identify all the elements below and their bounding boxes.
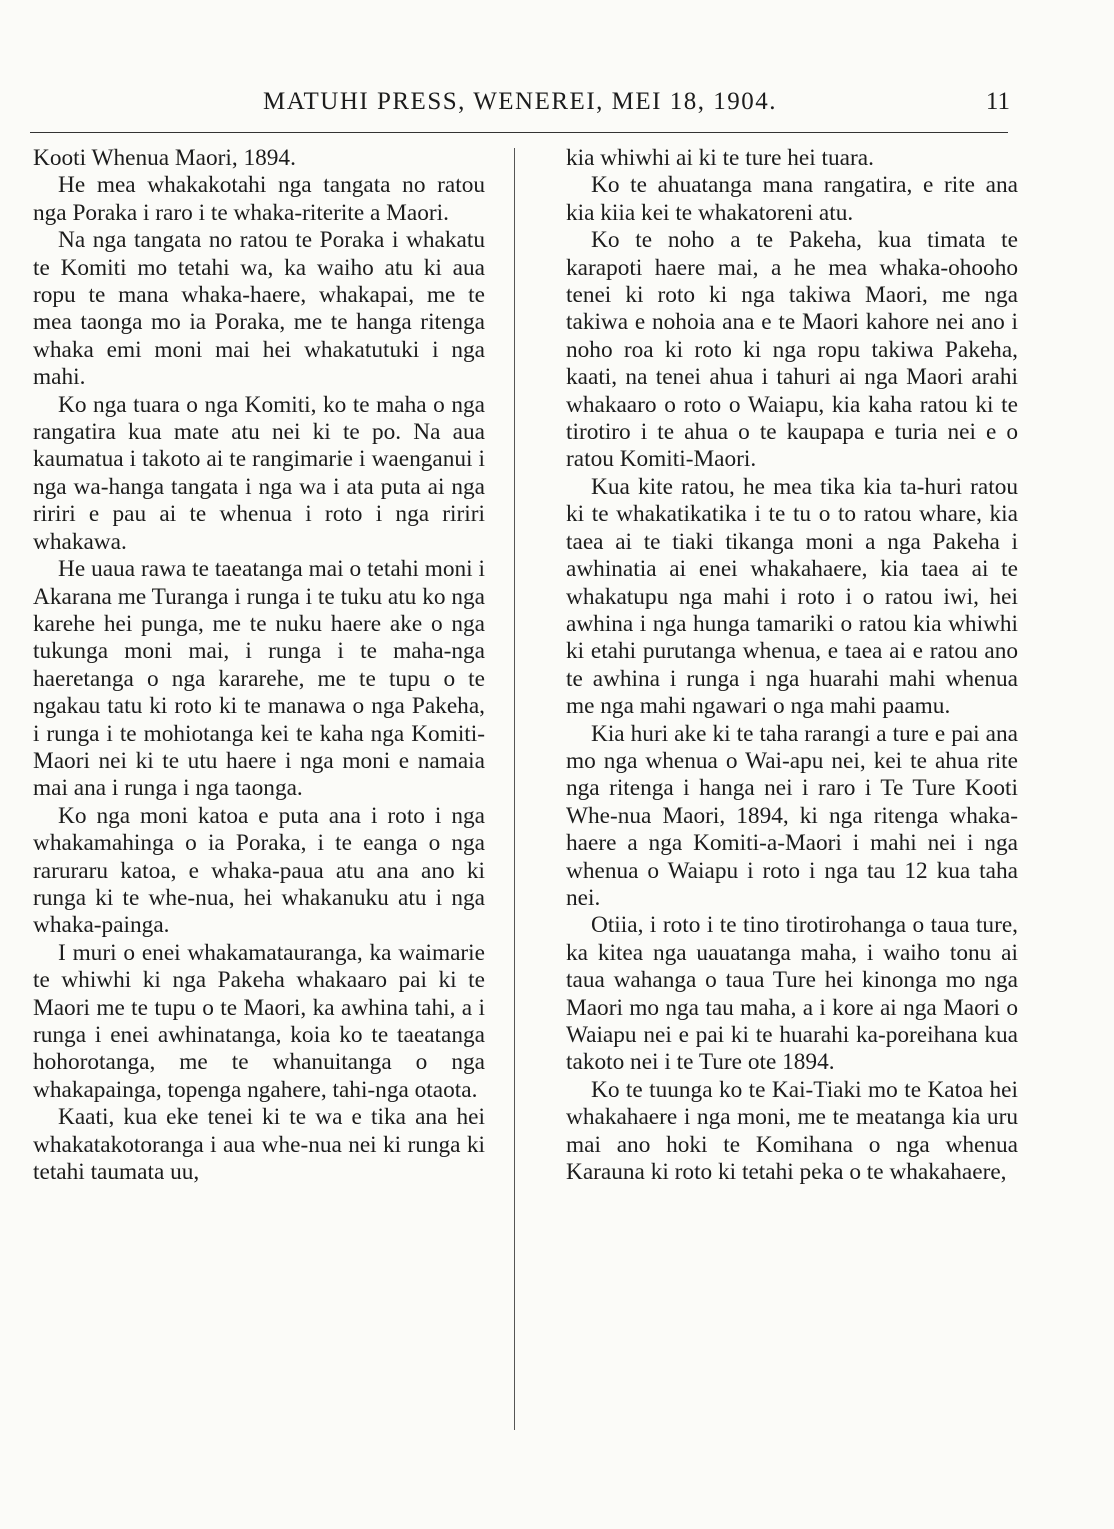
page-number: 11 — [985, 88, 1010, 115]
paragraph: Kia huri ake ki te taha rarangi a ture e pai ana mo nga whenua o Wai-apu nei, kei te ahua rite nga ritenga i hanga nei i raro i Te Ture Kooti Whe-nua Maori, 1894, ki nga ritenga whaka-haere a nga Komiti-a-Maori i mahi nei i nga whenua o Waiapu i roto i nga tau 12 kua taha nei. — [566, 720, 1018, 911]
left-column — [33, 145, 485, 1186]
paragraph: kia whiwhi ai ki te ture hei tuara. — [566, 145, 874, 171]
paragraph: He mea whakakotahi nga tangata no ratou nga Poraka i raro i te whaka-riterite a Maori. — [33, 172, 485, 226]
paragraph: Kaati, kua eke tenei ki te wa e tika ana hei whakatakotoranga i aua whe-nua nei ki runga ki tetahi taumata uu, — [33, 1104, 485, 1186]
paragraph: Na nga tangata no ratou te Poraka i whakatu te Komiti mo tetahi wa, ka waiho atu ki aua ropu te mana whaka-haere, whakapai, me te mea taonga mo ia Poraka, me te hanga ritenga whaka emi moni mai hei whakatutuki i nga mahi. — [33, 227, 485, 391]
paragraph: I muri o enei whakamatauranga, ka waimarie te whiwhi ki nga Pakeha whakaaro pai ki te Maori me te tupu o te Maori, ka awhina tahi, a i runga i enei awhinatanga, koia ko te taeatanga hohorotanga, me te whanuitanga o nga whakapainga, topenga ngahere, tahi-nga otaota. — [33, 939, 485, 1103]
paragraph: Ko nga moni katoa e puta ana i roto i nga whakamahinga o ia Poraka, i te eanga o nga raruraru katoa, e whaka-paua atu ana ano ki runga ki te whe-nua, hei whakanuku atu i nga whaka-painga. — [33, 802, 485, 939]
paragraph: Otiia, i roto i te tino tirotirohanga o taua ture, ka kitea nga uauatanga maha, i waiho tonu ai taua wahanga o taua Ture hei kinonga mo nga Maori mo nga tau maha, a i kore ai nga Maori o Waiapu nei e pai ki te huarahi ka-poreihana kua takoto nei i te Ture ote 1894. — [566, 912, 1018, 1076]
paragraph: Ko nga tuara o nga Komiti, ko te maha o nga rangatira kua mate atu nei ki te po. Na aua kaumatua i takoto ai te rangimarie i waenganui i nga wa-hanga tangata i nga wa i ata puta ai nga ririri e pau ai te whenua i roto i nga ririri whakawa. — [33, 391, 485, 555]
paragraph: Kua kite ratou, he mea tika kia ta-huri ratou ki te whakatikatika i te tu o to ratou whare, kia taea ai te tiaki tikanga moni a nga Pakeha i awhinatia ai enei whakahaere, kia taea ai te whakatupu nga mahi i roto i o ratou iwi, hei awhina i nga hunga tamariki o ratou kia whiwhi ki etahi purutanga whenua, e taea ai e ratou ano te awhina i runga i nga huarahi mahi whenua me nga mahi ngawari o nga mahi paamu. — [566, 473, 1018, 720]
paragraph: Ko te tuunga ko te Kai-Tiaki mo te Katoa hei whakahaere i nga moni, me te meatanga kia uru mai ano hoki te Komihana o nga whenua Karauna ki roto ki tetahi peka o te whakahaere, — [566, 1076, 1018, 1186]
paragraph: Ko te noho a te Pakeha, kua timata te karapoti haere mai, a he mea whaka-ohooho tenei ki roto ki nga takiwa Maori, me nga takiwa e nohoia ana e te Maori kahore nei ano i noho roa ki roto ki nga ropu takiwa Pakeha, kaati, na tenei ahua i tahuri ai nga Maori arahi whakaaro o roto o Waiapu, kia kaha ratou ki te tirotiro i te ahua o te kaupapa e turia nei e o ratou Komiti-Maori. — [566, 227, 1018, 473]
paragraph: He uaua rawa te taeatanga mai o tetahi moni i Akarana me Turanga i runga i te tuku atu ko nga karehe hei punga, me te nuku haere ake o nga tukunga moni mai, i runga i te maha-nga haeretanga o nga kararehe, me te tupu o te ngakau tatu ki roto ki te manawa o nga Pakeha, i runga i te mohiotanga kei te kaha nga Komiti-Maori nei ki te utu haere i nga moni e namaia mai ana i runga i nga taonga. — [33, 556, 485, 802]
page-header — [30, 88, 1010, 128]
header-rule — [30, 132, 1008, 133]
running-title: MATUHI PRESS, WENEREI, MEI 18, 1904. — [263, 88, 777, 115]
paragraph: Kooti Whenua Maori, 1894. — [33, 145, 296, 171]
paragraph: Ko te ahuatanga mana rangatira, e rite ana kia kiia kei te whakatoreni atu. — [566, 172, 1018, 226]
right-column — [566, 145, 1018, 1186]
column-divider — [514, 148, 515, 1430]
